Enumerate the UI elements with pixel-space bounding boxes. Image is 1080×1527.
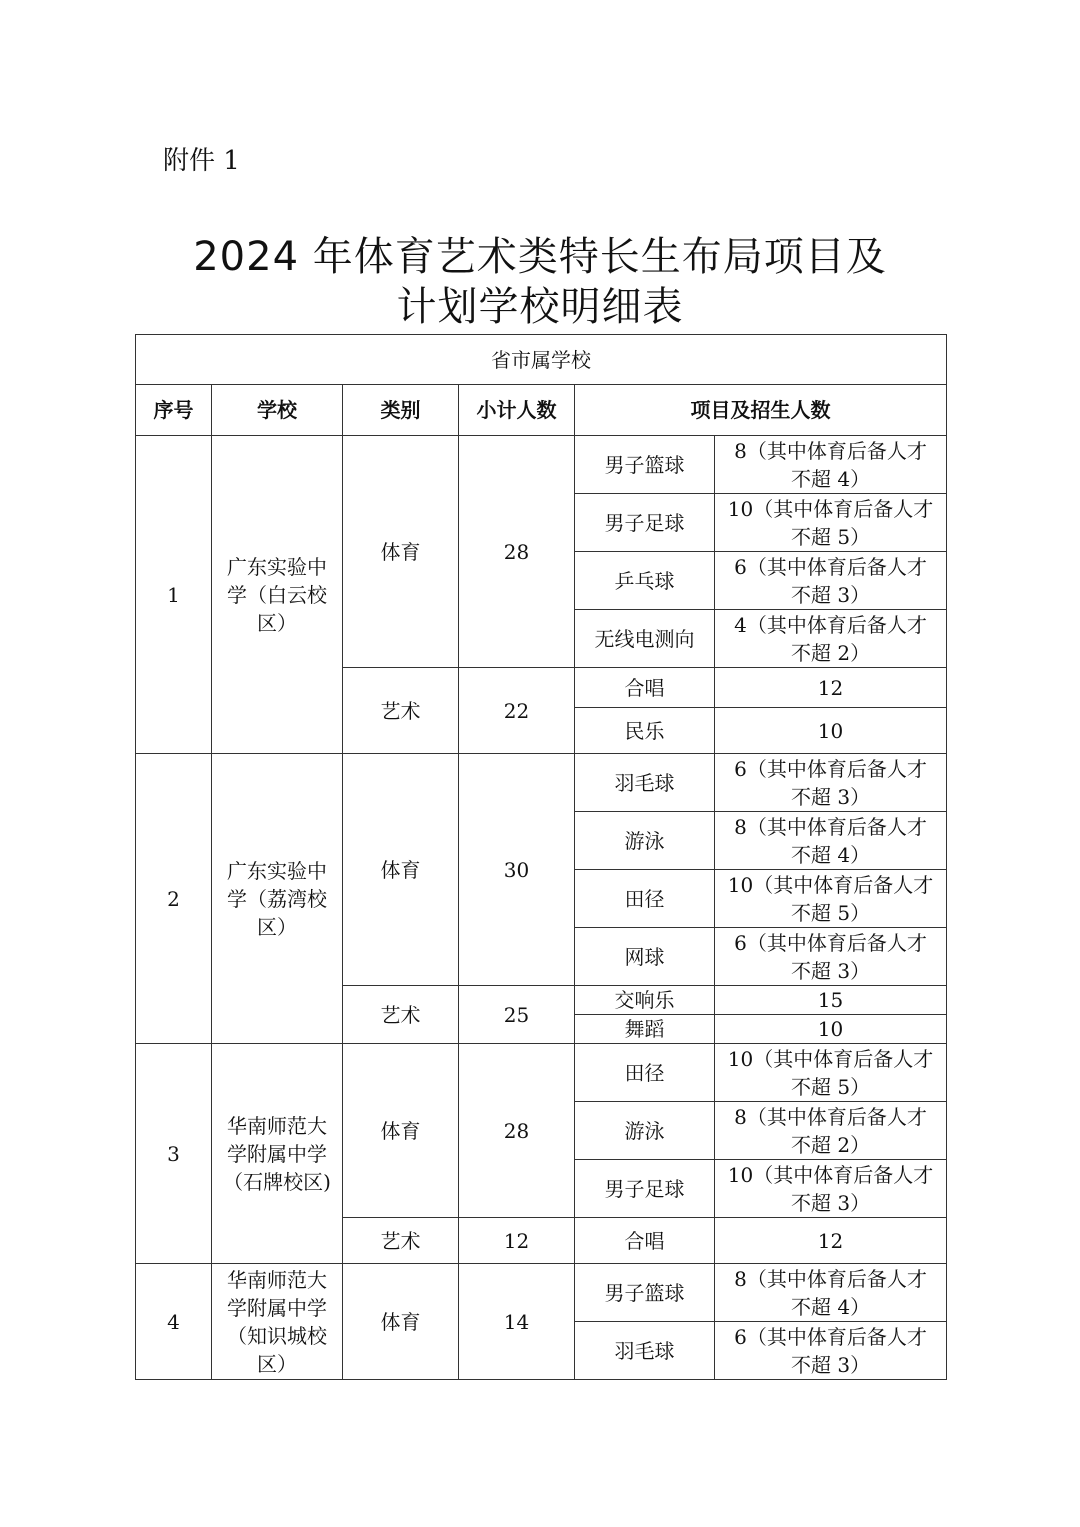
header-seq: 序号	[136, 385, 212, 436]
title-line-2: 计划学校明细表	[396, 284, 684, 330]
cell-item-count	[715, 1160, 947, 1218]
cell-subtotal: 30	[459, 754, 575, 986]
cell-item-count	[715, 668, 947, 708]
item-count-text: 10	[817, 1017, 844, 1041]
cell-item-name: 无线电测向	[575, 610, 715, 668]
table-row	[136, 1044, 947, 1102]
cell-seq: 4	[136, 1264, 212, 1380]
item-count-text: 6（其中体育后备人才	[734, 756, 927, 781]
cell-school-name: 广东实验中学（白云校区）	[212, 436, 343, 754]
cell-item-name: 游泳	[575, 1102, 715, 1160]
cell-item-count	[715, 870, 947, 928]
cell-item-name: 游泳	[575, 812, 715, 870]
cell-item-count	[715, 986, 947, 1015]
item-count-note: 不超 3）	[790, 1190, 871, 1215]
header-items: 项目及招生人数	[575, 385, 947, 436]
attachment-label: 附件 1	[163, 146, 240, 176]
item-count-note: 不超 5）	[790, 524, 871, 549]
cell-item-count	[715, 552, 947, 610]
item-count-note: 不超 2）	[790, 640, 871, 665]
cell-item-name: 男子足球	[575, 494, 715, 552]
item-count-note: 不超 3）	[790, 582, 871, 607]
cell-item-count	[715, 754, 947, 812]
cell-item-count	[715, 610, 947, 668]
cell-item-name: 乒乓球	[575, 552, 715, 610]
cell-subtotal: 22	[459, 668, 575, 754]
cell-item-name: 男子篮球	[575, 436, 715, 494]
item-count-text: 10（其中体育后备人才	[727, 872, 934, 897]
cell-school-name: 华南师范大学附属中学（石牌校区)	[212, 1044, 343, 1264]
item-count-text: 8（其中体育后备人才	[734, 1104, 927, 1129]
item-count-text: 8（其中体育后备人才	[734, 814, 927, 839]
cell-subtotal: 12	[459, 1218, 575, 1264]
header-category: 类别	[343, 385, 459, 436]
item-count-text: 12	[817, 675, 844, 700]
cell-subtotal: 28	[459, 436, 575, 668]
cell-item-count	[715, 1322, 947, 1380]
cell-category: 体育	[343, 1044, 459, 1218]
item-count-text: 15	[817, 988, 844, 1012]
table-row	[136, 754, 947, 812]
cell-item-count	[715, 928, 947, 986]
item-count-note: 不超 4）	[790, 1294, 871, 1319]
cell-item-count	[715, 1218, 947, 1264]
item-count-text: 8（其中体育后备人才	[734, 438, 927, 463]
item-count-note: 不超 4）	[790, 842, 871, 867]
cell-item-count	[715, 494, 947, 552]
table-row	[136, 436, 947, 494]
item-count-note: 不超 3）	[790, 1352, 871, 1377]
item-count-text: 10（其中体育后备人才	[727, 1162, 934, 1187]
cell-item-name: 舞蹈	[575, 1015, 715, 1044]
item-count-text: 8（其中体育后备人才	[734, 1266, 927, 1291]
cell-item-name: 田径	[575, 1044, 715, 1102]
item-count-text: 6（其中体育后备人才	[734, 554, 927, 579]
item-count-note: 不超 5）	[790, 1074, 871, 1099]
section-header: 省市属学校	[136, 335, 947, 385]
cell-item-name: 男子足球	[575, 1160, 715, 1218]
cell-item-name: 田径	[575, 870, 715, 928]
cell-item-count	[715, 812, 947, 870]
cell-category: 体育	[343, 436, 459, 668]
cell-item-name: 男子篮球	[575, 1264, 715, 1322]
cell-category: 艺术	[343, 1218, 459, 1264]
item-count-note: 不超 5）	[790, 900, 871, 925]
cell-school-name: 广东实验中学（荔湾校区）	[212, 754, 343, 1044]
cell-category: 体育	[343, 754, 459, 986]
cell-item-name: 羽毛球	[575, 1322, 715, 1380]
cell-category: 艺术	[343, 668, 459, 754]
cell-item-count	[715, 708, 947, 754]
table-row	[136, 1264, 947, 1322]
cell-school-name: 华南师范大学附属中学（知识城校区）	[212, 1264, 343, 1380]
cell-subtotal: 28	[459, 1044, 575, 1218]
cell-item-count	[715, 1015, 947, 1044]
item-count-text: 4（其中体育后备人才	[734, 612, 927, 637]
cell-item-count	[715, 1044, 947, 1102]
header-subtotal: 小计人数	[459, 385, 575, 436]
cell-seq: 3	[136, 1044, 212, 1264]
cell-category: 体育	[343, 1264, 459, 1380]
cell-item-count	[715, 1264, 947, 1322]
cell-item-name: 交响乐	[575, 986, 715, 1015]
item-count-note: 不超 3）	[790, 958, 871, 983]
cell-item-count	[715, 436, 947, 494]
item-count-text: 6（其中体育后备人才	[734, 930, 927, 955]
item-count-note: 不超 2）	[790, 1132, 871, 1157]
cell-item-name: 民乐	[575, 708, 715, 754]
cell-item-name: 合唱	[575, 668, 715, 708]
item-count-text: 12	[817, 1228, 844, 1253]
page-title	[0, 232, 1080, 332]
cell-subtotal: 25	[459, 986, 575, 1044]
cell-seq: 1	[136, 436, 212, 754]
cell-category: 艺术	[343, 986, 459, 1044]
item-count-note: 不超 4）	[790, 466, 871, 491]
cell-seq: 2	[136, 754, 212, 1044]
cell-item-name: 网球	[575, 928, 715, 986]
item-count-note: 不超 3）	[790, 784, 871, 809]
cell-item-name: 合唱	[575, 1218, 715, 1264]
item-count-text: 10（其中体育后备人才	[727, 1046, 934, 1071]
enrollment-table	[135, 334, 947, 1380]
item-count-text: 10	[817, 718, 844, 743]
cell-item-count	[715, 1102, 947, 1160]
cell-item-name: 羽毛球	[575, 754, 715, 812]
item-count-text: 10（其中体育后备人才	[727, 496, 934, 521]
header-school: 学校	[212, 385, 343, 436]
title-line-1: 2024 年体育艺术类特长生布局项目及	[193, 234, 887, 280]
item-count-text: 6（其中体育后备人才	[734, 1324, 927, 1349]
cell-subtotal: 14	[459, 1264, 575, 1380]
